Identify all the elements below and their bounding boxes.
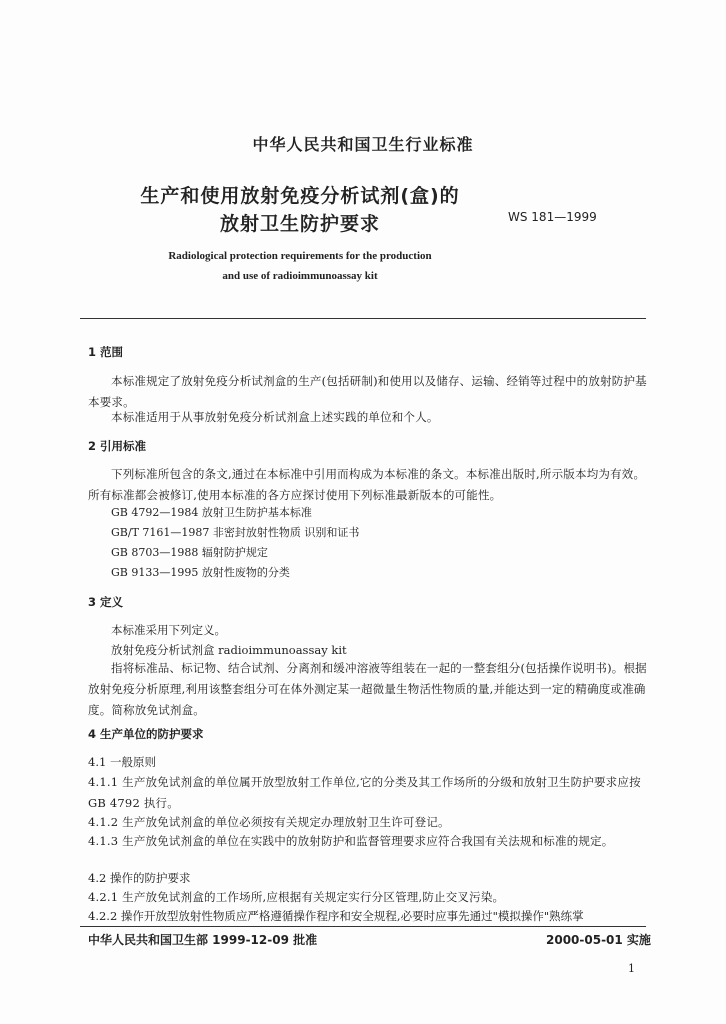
clause-4-1-3: 4.1.3 生产放免试剂盒的单位在实践中的放射防护和监督管理要求应符合我国有关法规和标准的规定。 (88, 834, 614, 848)
section-1-paragraph-2: 本标准适用于从事放射免疫分析试剂盒上述实践的单位和个人。 (111, 410, 439, 424)
english-title-line1: Radiological protection requirements for the production (168, 250, 432, 262)
issuer-title: 中华人民共和国卫生行业标准 (252, 135, 474, 154)
english-title (100, 246, 500, 286)
document-title-line2: 放射卫生防护要求 (219, 213, 380, 235)
effective-date: 2000-05-01 实施 (546, 933, 651, 947)
reference-item: GB 8703—1988 辐射防护规定 (111, 546, 268, 559)
section-4-heading: 4 生产单位的防护要求 (88, 727, 204, 741)
reference-item: GB 4792—1984 放射卫生防护基本标准 (111, 506, 312, 519)
document-title (120, 182, 480, 238)
approval-date: 中华人民共和国卫生部 1999-12-09 批准 (88, 933, 318, 947)
page-number: 1 (628, 962, 635, 975)
section-3-heading: 3 定义 (88, 595, 124, 609)
footer-rule (80, 926, 646, 927)
section-3-paragraph-1: 本标准采用下列定义。 (111, 623, 226, 637)
section-2-heading: 2 引用标准 (88, 439, 147, 453)
definition-term: 放射免疫分析试剂盒 radioimmunoassay kit (111, 643, 347, 657)
reference-list (111, 503, 359, 583)
standard-number: WS 181—1999 (508, 210, 597, 224)
english-title-line2: and use of radioimmunoassay kit (222, 270, 378, 282)
reference-item: GB 9133—1995 放射性废物的分类 (111, 566, 290, 579)
section-1-paragraph-1: 本标准规定了放射免疫分析试剂盒的生产(包括研制)和使用以及储存、运输、经销等过程中的放射防护基本要求。 (88, 374, 647, 409)
clause-4-1: 4.1 一般原则 (88, 755, 156, 769)
clause-4-2-1: 4.2.1 生产放免试剂盒的工作场所,应根据有关规定实行分区管理,防止交叉污染。 (88, 890, 505, 904)
clause-4-2-2: 4.2.2 操作开放型放射性物质应严格遵循操作程序和安全规程,必要时应事先通过"模拟操作"熟练掌 (88, 909, 584, 923)
document-title-line1: 生产和使用放射免疫分析试剂(盒)的 (140, 185, 460, 207)
section-1-heading: 1 范围 (88, 345, 124, 359)
clause-4-1-2: 4.1.2 生产放免试剂盒的单位必须按有关规定办理放射卫生许可登记。 (88, 815, 450, 829)
reference-item: GB/T 7161—1987 非密封放射性物质 识别和证书 (111, 526, 360, 539)
section-2-paragraph-1: 下列标准所包含的条文,通过在本标准中引用而构成为本标准的条文。本标准出版时,所示版本均为有效。所有标准都会被修订,使用本标准的各方应探讨使用下列标准最新版本的可能性。 (88, 467, 646, 502)
clause-4-1-1: 4.1.1 生产放免试剂盒的单位属开放型放射工作单位,它的分类及其工作场所的分级和放射卫生防护要求应按 GB 4792 执行。 (88, 775, 641, 810)
clause-4-2: 4.2 操作的防护要求 (88, 871, 191, 885)
header-rule (80, 318, 646, 319)
section-3-paragraph-2: 指将标准品、标记物、结合试剂、分离剂和缓冲溶液等组装在一起的一整套组分(包括操作说明书)。根据放射免疫分析原理,利用该整套组分可在体外测定某一超微量生物活性物质的量,并能达到一定的精确度或准确度。简称放免试剂盒。 (88, 661, 647, 717)
